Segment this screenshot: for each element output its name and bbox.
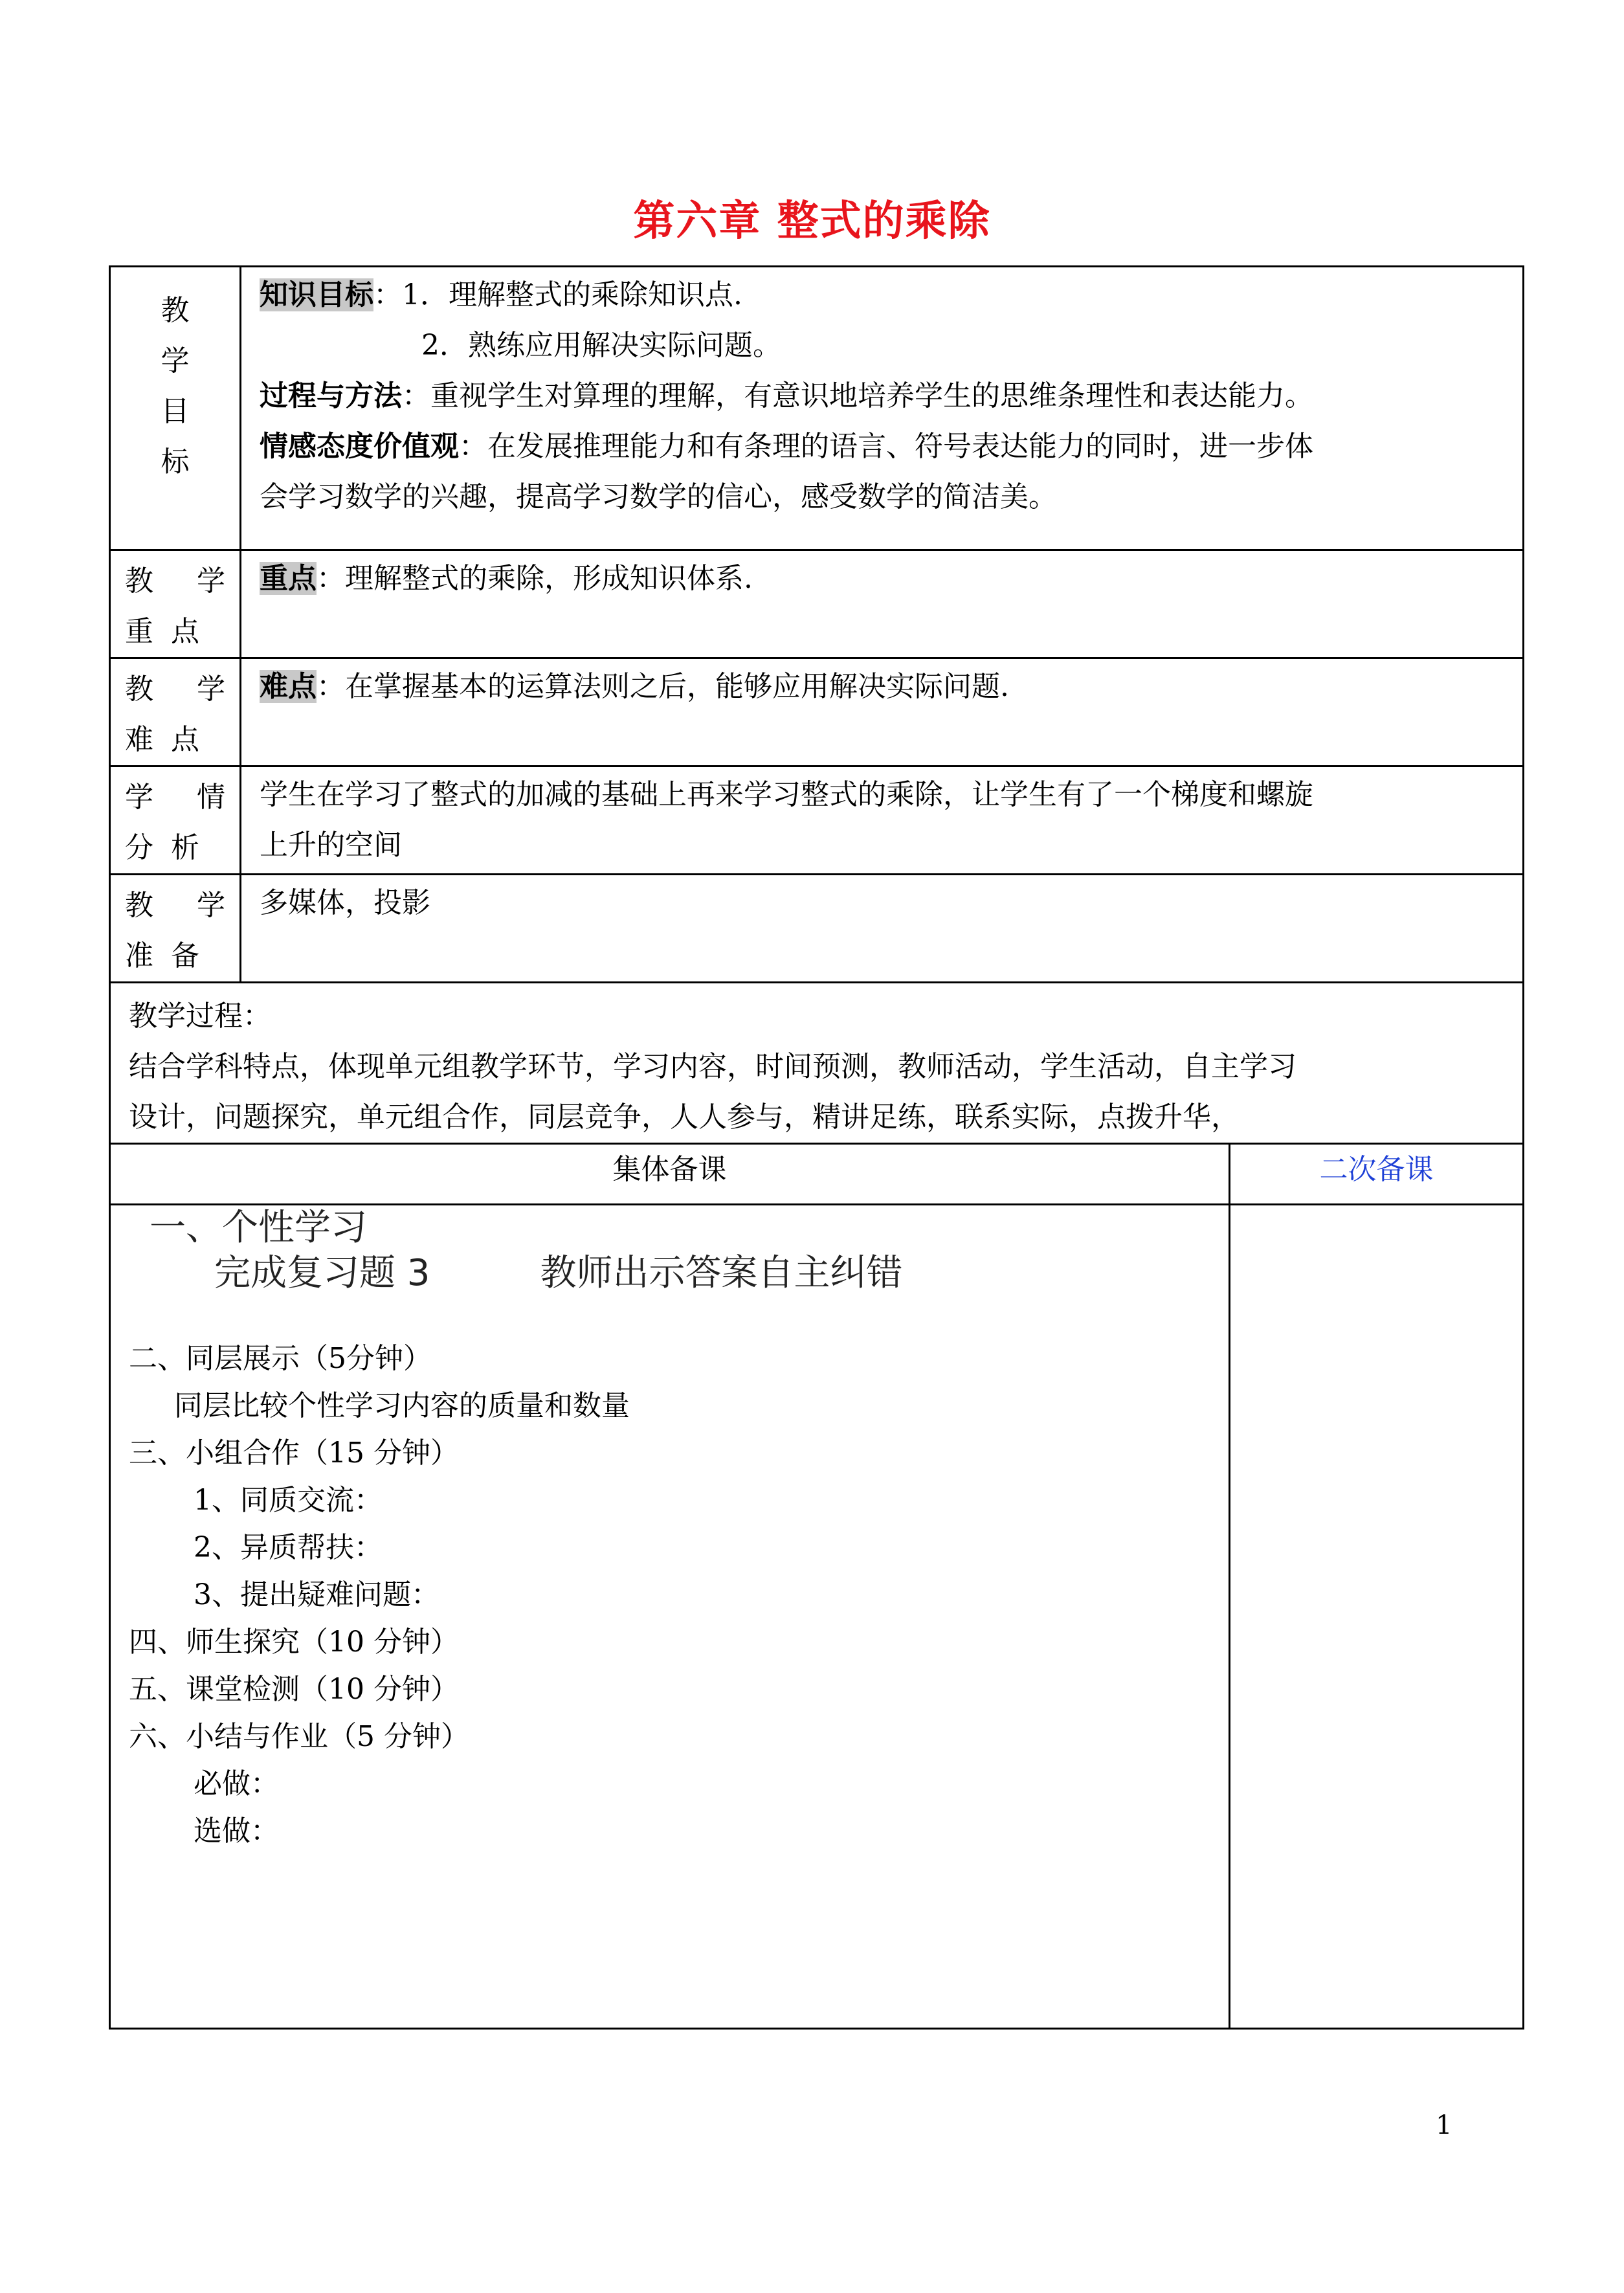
section-3-item-2: 2、异质帮扶：: [194, 1531, 383, 1564]
section-1-tasks: 完成复习题 3 教师出示答案自主纠错: [214, 1252, 903, 1294]
section-3: 三、小组合作（15 分钟）: [129, 1437, 459, 1470]
section-6-optional: 选做：: [194, 1815, 279, 1848]
secondary-prep-header: 二次备课: [1230, 1144, 1524, 1205]
secondary-prep-content: [1230, 1205, 1524, 2029]
section-6-required: 必做：: [194, 1767, 279, 1800]
section-3-item-1: 1、同质交流：: [194, 1484, 383, 1517]
page-number: 1: [1436, 2110, 1452, 2140]
analysis-label: 学 情 分 析: [110, 766, 241, 875]
column-header-row: [110, 1144, 1524, 1205]
key-points-content: 重点：理解整式的乘除，形成知识体系.: [241, 550, 1524, 658]
difficulties-row: [110, 658, 1524, 766]
process-goal: 过程与方法：重视学生对算理的理解，有意识地培养学生的思维条理性和表达能力。: [260, 379, 1313, 412]
preparation-label: 教 学 准 备: [110, 875, 241, 983]
process-content: 教学过程： 结合学科特点，体现单元组教学环节，学习内容，时间预测，教师活动，学生活动，自主学习 设计，问题探究，单元组合作，同层竞争，人人参与，精讲足练，联系实际，点拨升华，: [110, 983, 1524, 1144]
collective-prep-header: 集体备课: [110, 1144, 1230, 1205]
section-list: [129, 1335, 630, 1855]
section-2: 二、同层展示（5分钟）: [129, 1342, 432, 1375]
difficulties-label: 教 学 难 点: [110, 658, 241, 766]
lesson-plan-table: [109, 265, 1524, 2030]
emotion-goal-cont: 会学习数学的兴趣，提高学习数学的信心，感受数学的简洁美。: [260, 480, 1057, 513]
difficulties-content: 难点：在掌握基本的运算法则之后，能够应用解决实际问题.: [241, 658, 1524, 766]
goals-row: [110, 267, 1524, 550]
section-2-item: 同层比较个性学习内容的质量和数量: [174, 1389, 630, 1422]
section-1-title: 一、个性学习: [150, 1207, 367, 1249]
collective-prep-content: [110, 1205, 1230, 2029]
section-5: 五、课堂检测（10 分钟）: [129, 1673, 459, 1706]
page-title: 第六章 整式的乘除: [633, 197, 991, 245]
emotion-goal: 情感态度价值观：在发展推理能力和有条理的语言、符号表达能力的同时，进一步体: [260, 430, 1313, 463]
knowledge-goal: 知识目标：1．理解整式的乘除知识点.: [260, 278, 742, 311]
knowledge-goal-2: 2．熟练应用解决实际问题。: [421, 329, 781, 362]
content-row: [110, 1205, 1524, 2029]
process-row: [110, 983, 1524, 1144]
analysis-content: 学生在学习了整式的加减的基础上再来学习整式的乘除，让学生有了一个梯度和螺旋 上升的空间: [241, 766, 1524, 875]
key-points-label: 教 学 重 点: [110, 550, 241, 658]
analysis-row: [110, 766, 1524, 875]
goals-content: [241, 267, 1524, 550]
section-3-item-3: 3、提出疑难问题：: [194, 1578, 439, 1611]
preparation-content: 多媒体，投影: [241, 875, 1524, 983]
section-4: 四、师生探究（10 分钟）: [129, 1626, 459, 1659]
section-6: 六、小结与作业（5 分钟）: [129, 1720, 469, 1753]
goals-label: 教 学 目 标: [110, 267, 241, 550]
key-points-row: [110, 550, 1524, 658]
preparation-row: [110, 875, 1524, 983]
